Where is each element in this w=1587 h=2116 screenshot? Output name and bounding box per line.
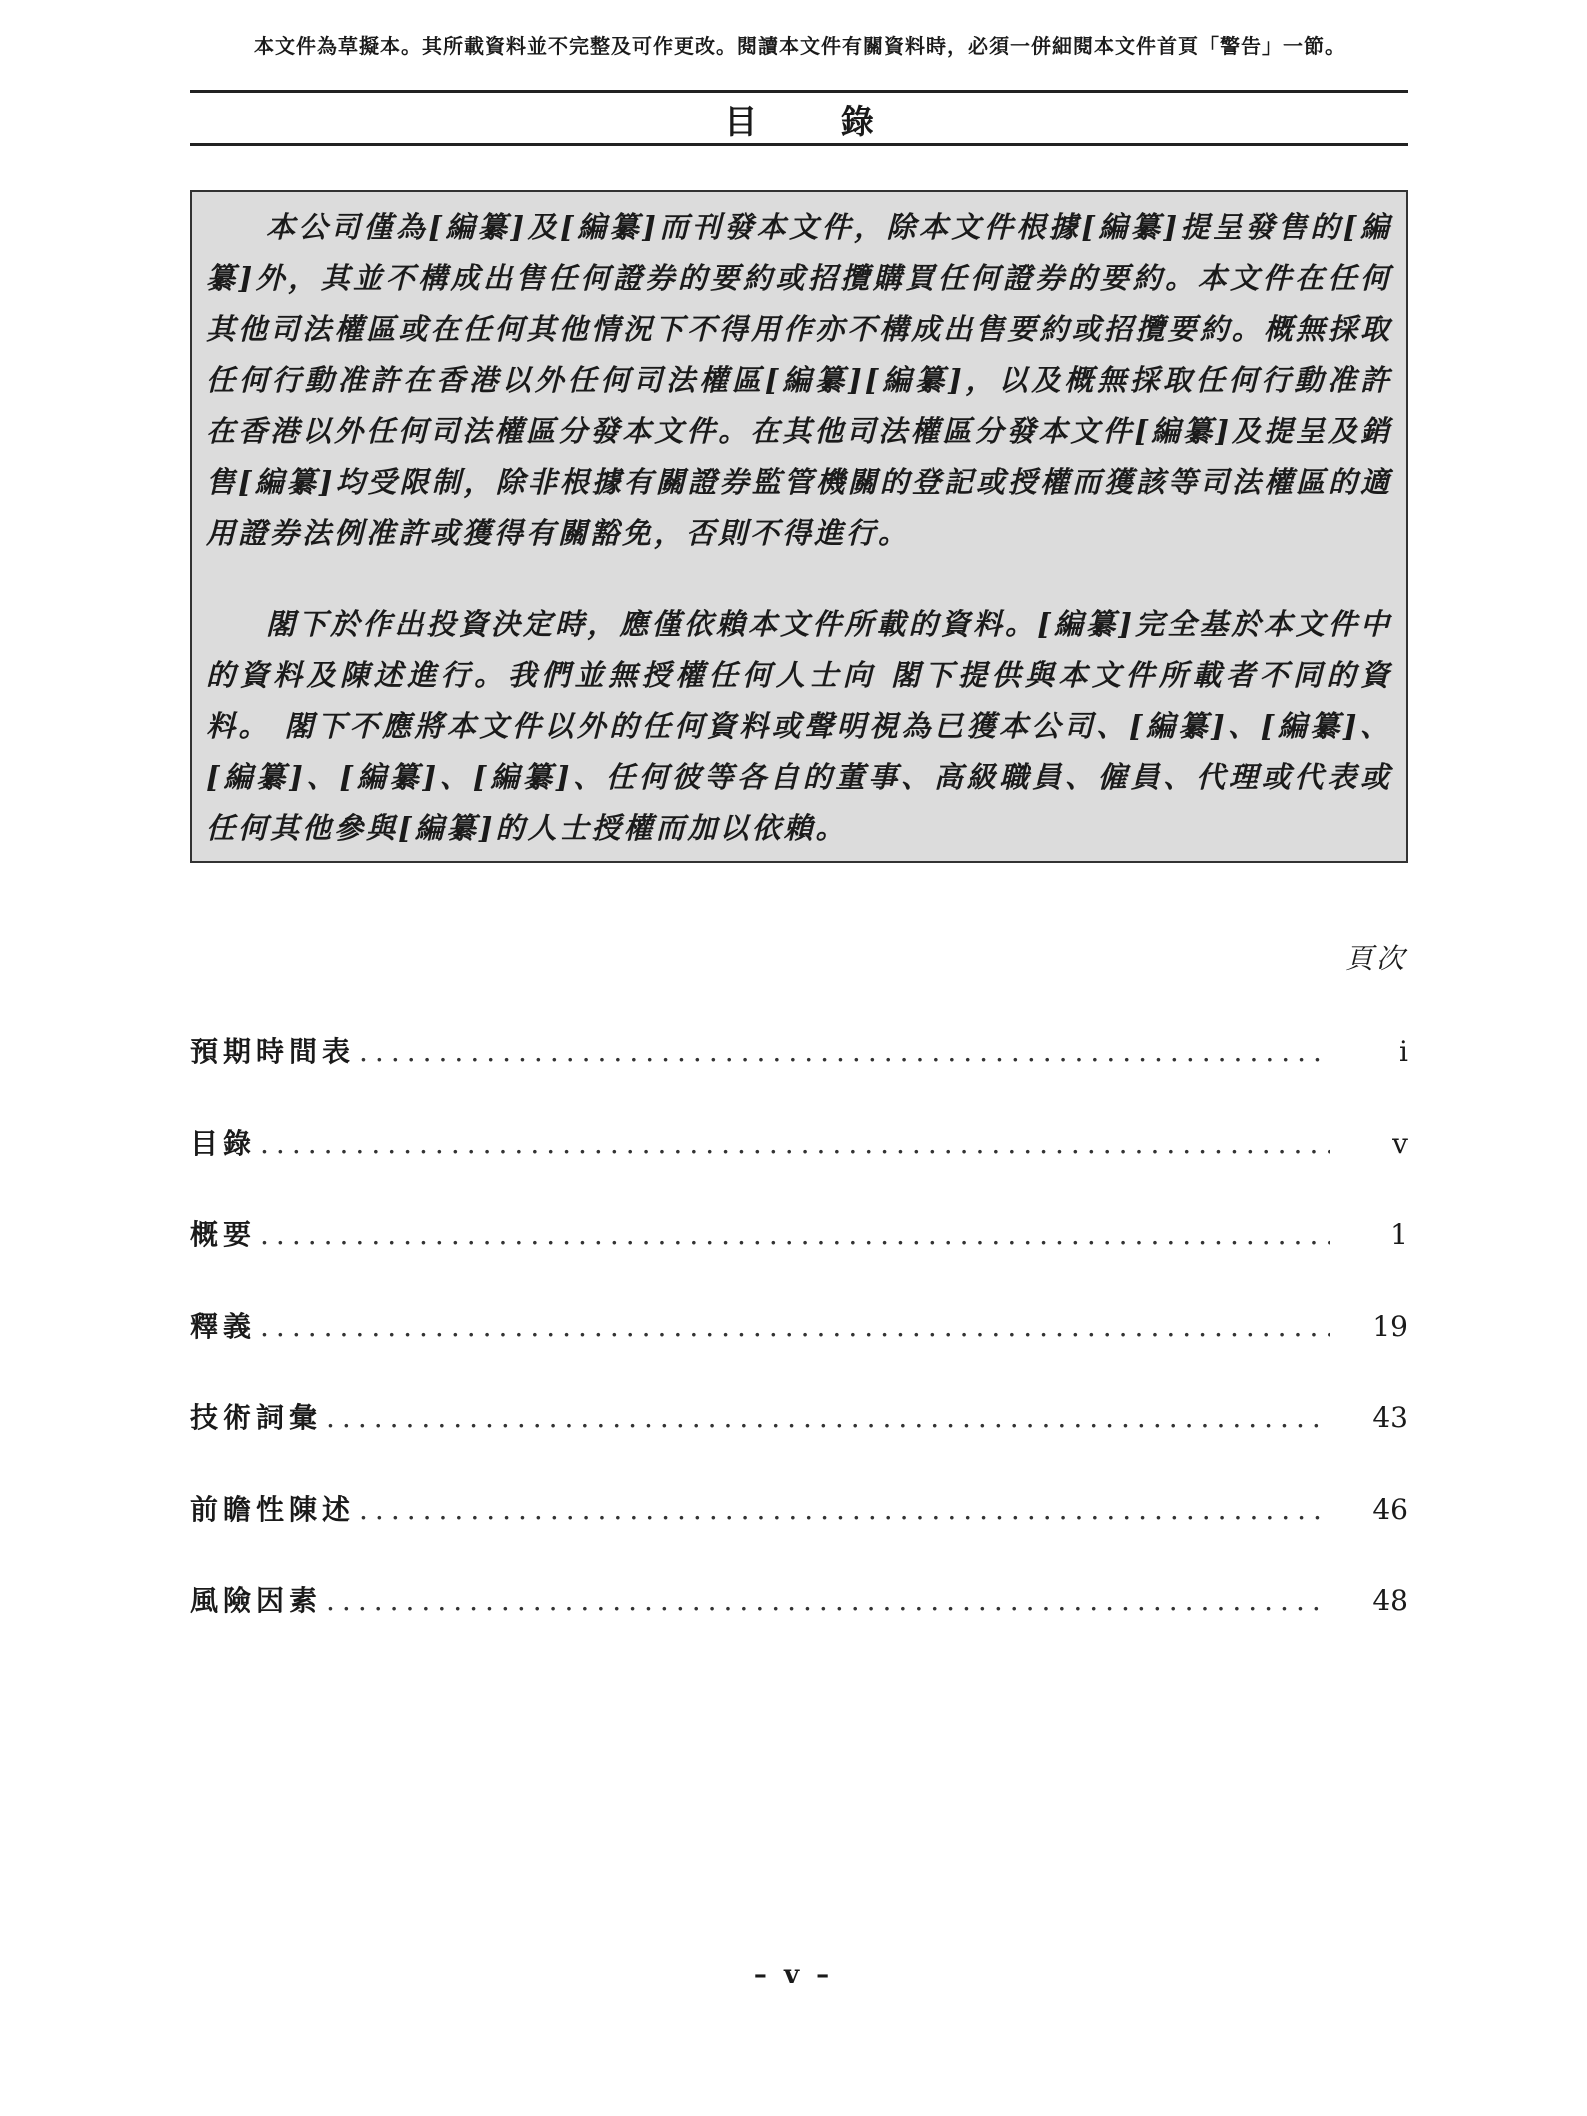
toc-entry-summary[interactable] bbox=[190, 1213, 1408, 1305]
footer-page-number: – v – bbox=[753, 1960, 834, 1990]
toc-leader-dots bbox=[326, 1401, 1330, 1434]
toc-entry-label: 釋義 bbox=[190, 1309, 257, 1343]
toc-entry-label: 前瞻性陳述 bbox=[190, 1492, 356, 1526]
toc-entry-risk-factors[interactable] bbox=[190, 1579, 1408, 1671]
toc-entry-expected-timetable[interactable] bbox=[190, 1030, 1408, 1122]
disclaimer-paragraph-2: 閣下於作出投資決定時，應僅依賴本文件所載的資料。[編纂]完全基於本文件中的資料及陳述進行。我們並無授權任何人士向 閣下提供與本文件所載者不同的資料。 閣下不應將本文件以外的任何資料或聲明視為已獲本公司、[編纂]、[編纂]、[編纂]、[編纂]、[編纂]、任何彼等各自的董事、高級職員、僱員、代理或代表或任何其他參與[編纂]的人士授權而加以依賴。 bbox=[206, 607, 1392, 845]
toc-entry-definitions[interactable] bbox=[190, 1305, 1408, 1397]
toc-entry-page: 43 bbox=[1372, 1401, 1408, 1434]
toc-entry-glossary[interactable] bbox=[190, 1396, 1408, 1488]
toc-entry-contents[interactable] bbox=[190, 1122, 1408, 1214]
page-title: 目 錄 bbox=[724, 102, 910, 141]
toc-leader-dots bbox=[260, 1127, 1330, 1160]
toc-leader-dots bbox=[260, 1310, 1330, 1343]
disclaimer-paragraph-1: 本公司僅為[編纂]及[編纂]而刊發本文件，除本文件根據[編纂]提呈發售的[編纂]外，其並不構成出售任何證券的要約或招攬購買任何證券的要約。本文件在任何其他司法權區或在任何其他情況下不得用作亦不構成出售要約或招攬要約。概無採取任何行動准許在香港以外任何司法權區[編纂][編纂]，以及概無採取任何行動准許在香港以外任何司法權區分發本文件。在其他司法權區分發本文件[編纂]及提呈及銷售[編纂]均受限制，除非根據有關證券監管機關的登記或授權而獲該等司法權區的適用證券法例准許或獲得有關豁免，否則不得進行。 bbox=[206, 210, 1392, 550]
title-rule-bottom bbox=[190, 143, 1408, 146]
toc-entry-page: 19 bbox=[1372, 1309, 1408, 1343]
toc-entry-label: 技術詞彙 bbox=[190, 1401, 323, 1434]
table-of-contents bbox=[190, 1030, 1408, 1671]
toc-entry-label: 預期時間表 bbox=[190, 1035, 356, 1068]
toc-entry-page: i bbox=[1399, 1035, 1408, 1068]
toc-leader-dots bbox=[326, 1584, 1330, 1617]
toc-page-column-label: 頁次 bbox=[1344, 942, 1407, 975]
toc-leader-dots bbox=[359, 1493, 1330, 1526]
toc-entry-label: 概要 bbox=[190, 1218, 257, 1251]
draft-notice: 本文件為草擬本。其所載資料並不完整及可作更改。閱讀本文件有關資料時，必須一併細閱本文件首頁「警告」一節。 bbox=[254, 34, 1346, 58]
toc-entry-label: 風險因素 bbox=[190, 1584, 323, 1617]
toc-leader-dots bbox=[359, 1035, 1330, 1068]
toc-leader-dots bbox=[260, 1218, 1330, 1251]
toc-entry-label: 目錄 bbox=[190, 1126, 257, 1160]
toc-entry-page: 1 bbox=[1390, 1218, 1408, 1251]
toc-entry-page: v bbox=[1392, 1126, 1408, 1160]
title-rule-top bbox=[190, 90, 1408, 93]
disclaimer-box bbox=[190, 190, 1408, 863]
toc-entry-page: 48 bbox=[1372, 1584, 1408, 1617]
toc-entry-forward-looking[interactable] bbox=[190, 1488, 1408, 1580]
toc-entry-page: 46 bbox=[1372, 1492, 1408, 1526]
